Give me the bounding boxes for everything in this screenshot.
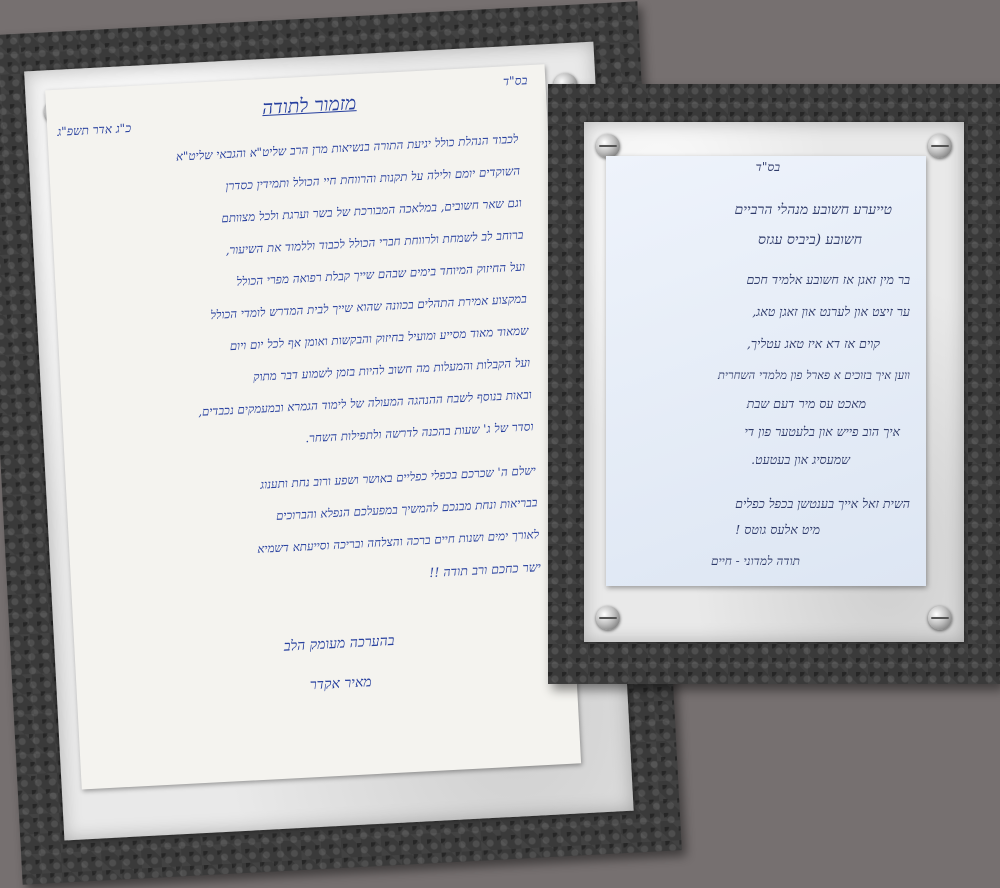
letter-line: לאורך ימים ושנות חיים ברכה והצלחה ובריכה וסייעתא דשמיא: [256, 527, 540, 556]
left-letter-paper: [45, 64, 581, 789]
letter-title: מזמור לתודה: [261, 92, 357, 120]
letter-line: ובאות בנוסף לשבח ההנהגה המעולה של לימוד הגמרא ובמעמקים נכבדים,: [197, 387, 533, 419]
letter-heading-bsd: בס"ד: [755, 160, 780, 174]
letter-line: שמאוד מאוד מסייע ומועיל בחיזוק והבקשות ואומן אף לכל יום ויום: [229, 323, 529, 354]
screw-icon: [596, 606, 620, 630]
screw-icon: [596, 134, 620, 158]
letter-line: ועל החיזוק המיוחד בימים שבהם שייך קבלת רפואה מפרי הכולל: [236, 259, 526, 289]
letter-line: לכבוד הנהלת כולל יגיעת התורה בנשיאות מרן הרב שליט"א והגבאי שליט"א: [175, 131, 519, 164]
letter-line: ישר כחכם ורב תודה !!: [428, 559, 542, 580]
letter-line: שמעסיג און בעטעט.: [751, 452, 850, 467]
left-frame: [24, 42, 634, 841]
letter-line: בבריאות ונחת מבנכם להמשיך במפעלכם הנפלא והברוכים: [275, 495, 538, 523]
letter-heading-bsd: בס"ד: [502, 73, 528, 89]
letter-line: מאכט עס מיר דעם שבת: [746, 396, 866, 411]
letter-line: בר מין זאגן אז חשובע אלמיד חכם: [746, 272, 910, 287]
letter-line: במקצוע אמירת התהלים בכוונה שהוא שייך לבית המדרש לומדי הכולל: [209, 291, 528, 323]
letter-line: ווען איך בזוכים א פארל פון מלמדי השחרית: [717, 368, 910, 382]
letter-signature: תודה למדוני - חיים: [710, 554, 800, 568]
letter-line: השוקדים יומם ולילה על תקנות והרווחת חיי הכולל ותמידין כסדרן: [225, 163, 521, 194]
letter-line: ער זיצט און לערנט און זאגן טאג,: [752, 304, 910, 319]
screw-icon: [928, 134, 952, 158]
letter-line: קוים אז דא איז טאג עטליך,: [746, 336, 880, 351]
letter-closing: בהערכה מעומק הלב: [283, 632, 395, 655]
letter-line: איך הוב פייש און בלעטער פון די: [744, 424, 900, 439]
letter-line: מיט אלעס גוטס !: [735, 522, 820, 537]
letter-line: וגם שאר חשובים, במלאכה המבורכת של בשר וערגת ולכל מצוותם: [221, 195, 523, 226]
right-backing-board: [548, 84, 1000, 684]
letter-greeting: טייערע חשובע מנהלי הרביים: [734, 202, 892, 218]
right-letter-paper: [606, 156, 926, 586]
letter-line: ברוחב לב לשמחת ולרווחת חברי הכולל לכבוד וללמוד את השיעור,: [225, 227, 524, 258]
letter-date: כ"ג אדר תשפ"ג: [56, 120, 132, 139]
right-frame: [584, 122, 964, 642]
screw-icon: [928, 606, 952, 630]
letter-line: השית זאל אייך בענטשן בכפל כפלים: [735, 496, 910, 511]
letter-line: ועל הקבלות והמעלות מה חשוב להיות בזמן לשמוע דבר מתוק: [252, 355, 531, 384]
letter-signature: מאיר אקדר: [309, 674, 372, 694]
letter-line: וסדר של ג' שעות בהכנה לדרשה ולתפילות השחר.: [304, 419, 534, 446]
letter-line: ישלם ה' שכרכם בכפלי כפליים באושר ושפע ורוב נחת ותענוג: [259, 463, 537, 492]
letter-greeting-2: חשובע (ביביס עגזס: [757, 232, 862, 248]
